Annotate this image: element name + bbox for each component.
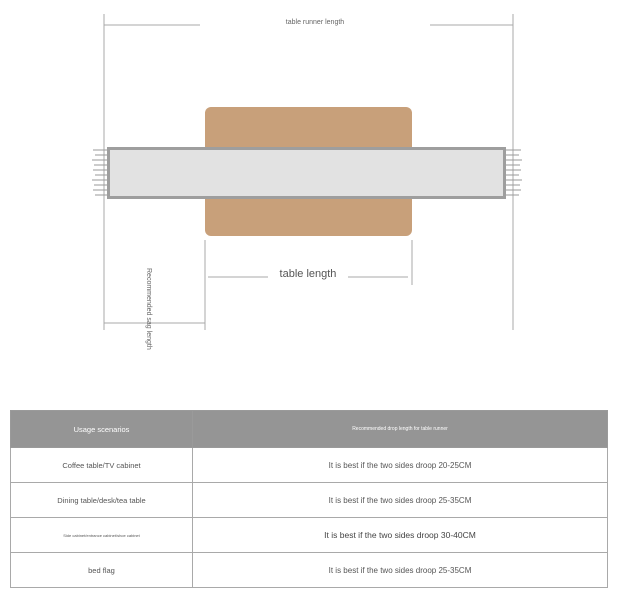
scenario-cell: Dining table/desk/tea table — [11, 483, 193, 518]
sag-length-label: Recommended sag length — [145, 268, 152, 350]
scenario-cell: Coffee table/TV cabinet — [11, 448, 193, 483]
table-row — [11, 518, 608, 553]
header-recommended-drop: Recommended drop length for table runner — [193, 411, 608, 448]
runner-fringe-right — [506, 150, 522, 195]
table-row — [11, 448, 608, 483]
table-row — [11, 483, 608, 518]
scenario-cell: Side cabinet/entrance cabinet/shoe cabinet — [11, 518, 193, 553]
table-row — [11, 553, 608, 588]
drop-cell: It is best if the two sides droop 30-40CM — [193, 518, 608, 553]
drop-length-table — [10, 410, 608, 588]
runner-fringe-left — [92, 150, 107, 195]
runner-length-label: table runner length — [200, 19, 430, 26]
drop-cell: It is best if the two sides droop 20-25CM — [193, 448, 608, 483]
drop-cell: It is best if the two sides droop 25-35CM — [193, 483, 608, 518]
drop-cell: It is best if the two sides droop 25-35CM — [193, 553, 608, 588]
table-runner-inner — [110, 150, 503, 196]
header-usage-scenarios: Usage scenarios — [11, 411, 193, 448]
scenario-cell: bed flag — [11, 553, 193, 588]
table-length-dimension — [205, 240, 412, 330]
table-length-label: table length — [268, 268, 348, 280]
table-header-row — [11, 411, 608, 448]
